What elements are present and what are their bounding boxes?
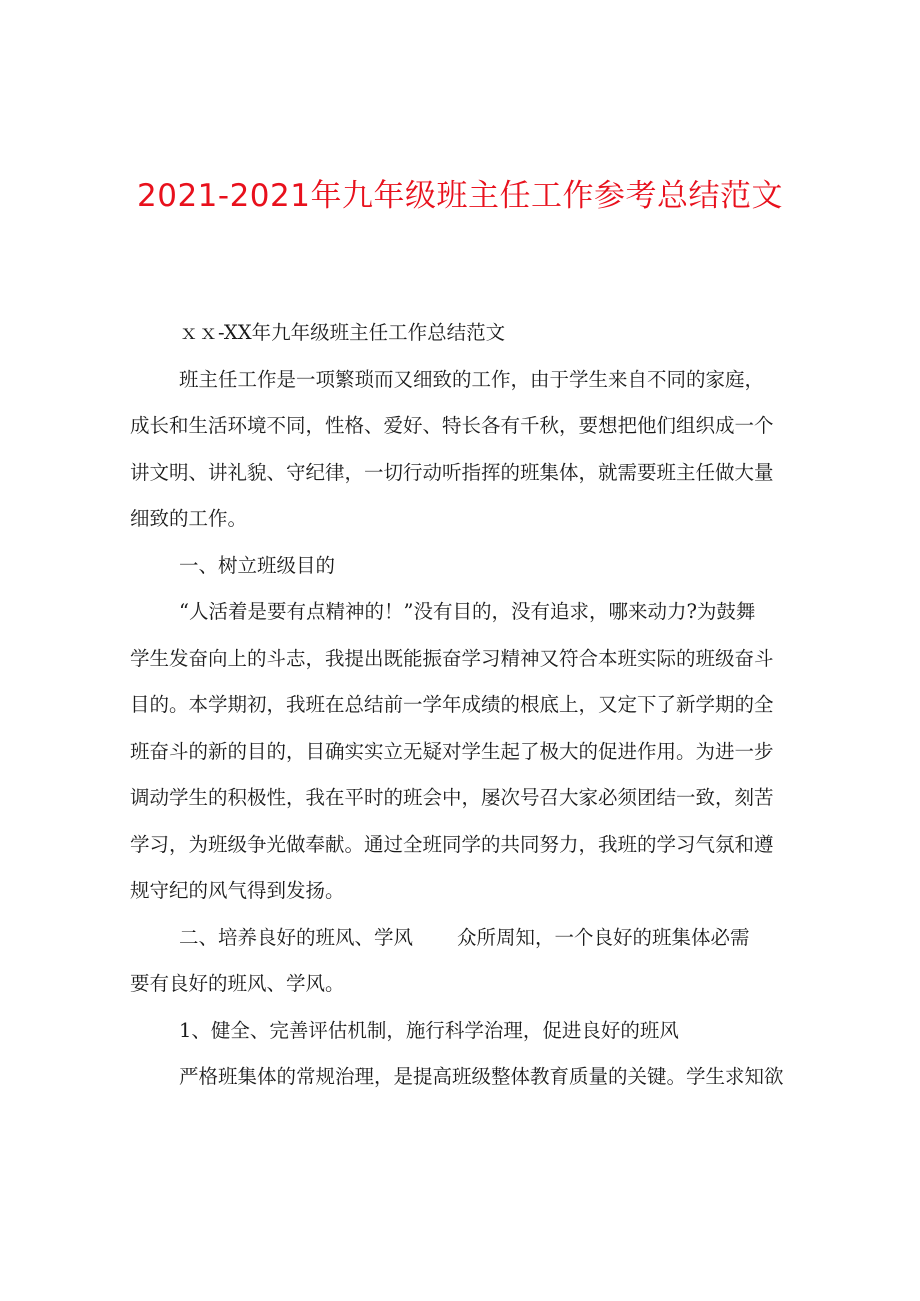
- section-heading-1: 一、树立班级目的: [179, 553, 336, 577]
- intro-line: 讲文明、讲礼貌、守纪律，一切行动听指挥的班集体，就需要班主任做大量: [130, 460, 774, 484]
- section1-line: 调动学生的积极性，我在平时的班会中，屡次号召大家必须团结一致，刻苦: [130, 786, 774, 809]
- document-body: [130, 310, 794, 1101]
- section1-line: 学习，为班级争光做奉献。通过全班同学的共同努力，我班的学习气氛和遵: [130, 832, 774, 856]
- subsection1-line: 严格班集体的常规治理，是提高班级整体教育质量的关键。学生求知欲: [179, 1065, 784, 1088]
- document-title: 2021-2021年九年级班主任工作参考总结范文: [137, 178, 783, 214]
- section2-continuation: 要有良好的班风、学风。: [130, 972, 345, 995]
- section1-line: 规守纪的风气得到发扬。: [130, 879, 345, 902]
- subsection-heading-1: 1、健全、完善评估机制，施行科学治理，促进良好的班风: [179, 1018, 679, 1042]
- intro-line: 细致的工作。: [130, 507, 248, 530]
- section-heading-2-row: [130, 915, 794, 962]
- section-heading-2: 二、培养良好的班风、学风: [179, 925, 414, 949]
- section1-line: “人活着是要有点精神的！”没有目的，没有追求，哪来动力?为鼓舞: [179, 600, 756, 623]
- intro-line: 成长和生活环境不同，性格、爱好、特长各有千秋，要想把他们组织成一个: [130, 414, 774, 437]
- section1-line: 班奋斗的新的目的，目确实实立无疑对学生起了极大的促进作用。为进一步: [130, 739, 774, 763]
- section2-inline-text: 众所周知，一个良好的班集体必需: [457, 925, 750, 949]
- document-subtitle: ｘｘ-XX年九年级班主任工作总结范文: [179, 321, 506, 344]
- section1-line: 目的。本学期初，我班在总结前一学年成绩的根底上，又定下了新学期的全: [130, 693, 774, 716]
- intro-line: 班主任工作是一项繁琐而又细致的工作，由于学生来自不同的家庭，: [179, 367, 765, 391]
- section1-line: 学生发奋向上的斗志，我提出既能振奋学习精神又符合本班实际的班级奋斗: [130, 646, 774, 670]
